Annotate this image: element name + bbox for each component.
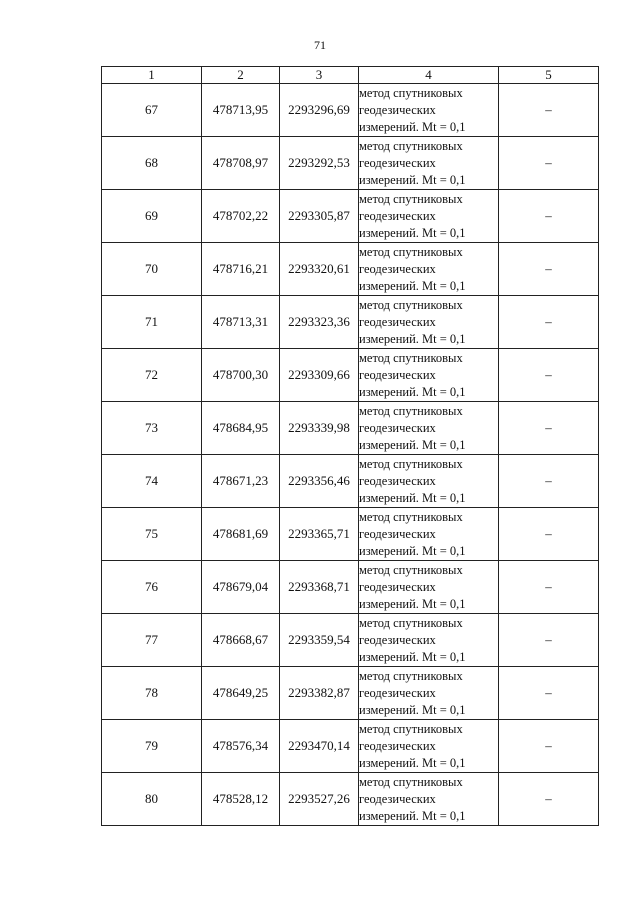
point-number-cell: 79 <box>102 720 202 773</box>
header-row <box>102 67 599 84</box>
x-coordinate-cell: 478716,21 <box>202 243 280 296</box>
method-line: измерений. Mt = 0,1 <box>359 649 466 664</box>
y-coordinate-cell: 2293339,98 <box>280 402 359 455</box>
method-line: метод спутниковых <box>359 668 463 683</box>
method-line: измерений. Mt = 0,1 <box>359 172 466 187</box>
x-coordinate-cell: 478668,67 <box>202 614 280 667</box>
note-cell: – <box>499 190 599 243</box>
method-line: измерений. Mt = 0,1 <box>359 755 466 770</box>
method-cell <box>359 508 499 561</box>
y-coordinate-cell: 2293470,14 <box>280 720 359 773</box>
method-cell <box>359 561 499 614</box>
method-cell <box>359 243 499 296</box>
point-number-cell: 71 <box>102 296 202 349</box>
method-cell <box>359 84 499 137</box>
column-header-2: 2 <box>202 67 280 84</box>
table-row <box>102 137 599 190</box>
method-cell <box>359 455 499 508</box>
x-coordinate-cell: 478702,22 <box>202 190 280 243</box>
method-line: метод спутниковых <box>359 456 463 471</box>
note-cell: – <box>499 296 599 349</box>
method-cell <box>359 349 499 402</box>
point-number-cell: 67 <box>102 84 202 137</box>
y-coordinate-cell: 2293323,36 <box>280 296 359 349</box>
y-coordinate-cell: 2293292,53 <box>280 137 359 190</box>
method-line: измерений. Mt = 0,1 <box>359 278 466 293</box>
point-number-cell: 78 <box>102 667 202 720</box>
method-line: геодезических <box>359 367 436 382</box>
method-line: геодезических <box>359 738 436 753</box>
point-number-cell: 80 <box>102 773 202 826</box>
method-line: геодезических <box>359 208 436 223</box>
note-cell: – <box>499 137 599 190</box>
note-cell: – <box>499 561 599 614</box>
method-line: измерений. Mt = 0,1 <box>359 331 466 346</box>
note-cell: – <box>499 243 599 296</box>
point-number-cell: 68 <box>102 137 202 190</box>
method-line: метод спутниковых <box>359 774 463 789</box>
x-coordinate-cell: 478679,04 <box>202 561 280 614</box>
x-coordinate-cell: 478671,23 <box>202 455 280 508</box>
x-coordinate-cell: 478684,95 <box>202 402 280 455</box>
method-cell <box>359 296 499 349</box>
method-line: измерений. Mt = 0,1 <box>359 808 466 823</box>
method-line: метод спутниковых <box>359 615 463 630</box>
table-row <box>102 402 599 455</box>
method-line: измерений. Mt = 0,1 <box>359 119 466 134</box>
table-row <box>102 614 599 667</box>
table-row <box>102 190 599 243</box>
method-line: метод спутниковых <box>359 191 463 206</box>
method-line: геодезических <box>359 526 436 541</box>
method-line: измерений. Mt = 0,1 <box>359 596 466 611</box>
method-line: измерений. Mt = 0,1 <box>359 384 466 399</box>
table-body <box>102 84 599 826</box>
table-row <box>102 349 599 402</box>
y-coordinate-cell: 2293359,54 <box>280 614 359 667</box>
method-line: измерений. Mt = 0,1 <box>359 702 466 717</box>
y-coordinate-cell: 2293365,71 <box>280 508 359 561</box>
table-row <box>102 455 599 508</box>
method-line: метод спутниковых <box>359 721 463 736</box>
x-coordinate-cell: 478708,97 <box>202 137 280 190</box>
method-line: метод спутниковых <box>359 244 463 259</box>
method-line: измерений. Mt = 0,1 <box>359 543 466 558</box>
point-number-cell: 73 <box>102 402 202 455</box>
method-line: геодезических <box>359 102 436 117</box>
method-line: метод спутниковых <box>359 85 463 100</box>
point-number-cell: 75 <box>102 508 202 561</box>
table-row <box>102 773 599 826</box>
table-row <box>102 243 599 296</box>
y-coordinate-cell: 2293368,71 <box>280 561 359 614</box>
method-line: геодезических <box>359 632 436 647</box>
y-coordinate-cell: 2293320,61 <box>280 243 359 296</box>
method-line: геодезических <box>359 579 436 594</box>
point-number-cell: 76 <box>102 561 202 614</box>
method-line: геодезических <box>359 685 436 700</box>
point-number-cell: 74 <box>102 455 202 508</box>
table-header <box>102 67 599 84</box>
method-line: геодезических <box>359 155 436 170</box>
note-cell: – <box>499 455 599 508</box>
note-cell: – <box>499 349 599 402</box>
method-line: метод спутниковых <box>359 138 463 153</box>
column-header-3: 3 <box>280 67 359 84</box>
table-row <box>102 667 599 720</box>
table-row <box>102 84 599 137</box>
method-line: геодезических <box>359 473 436 488</box>
y-coordinate-cell: 2293382,87 <box>280 667 359 720</box>
note-cell: – <box>499 614 599 667</box>
x-coordinate-cell: 478700,30 <box>202 349 280 402</box>
note-cell: – <box>499 84 599 137</box>
point-number-cell: 70 <box>102 243 202 296</box>
method-line: метод спутниковых <box>359 297 463 312</box>
method-cell <box>359 402 499 455</box>
method-line: геодезических <box>359 791 436 806</box>
method-line: метод спутниковых <box>359 509 463 524</box>
x-coordinate-cell: 478713,95 <box>202 84 280 137</box>
table-row <box>102 720 599 773</box>
note-cell: – <box>499 508 599 561</box>
page-number: 71 <box>314 38 326 52</box>
y-coordinate-cell: 2293527,26 <box>280 773 359 826</box>
method-cell <box>359 614 499 667</box>
x-coordinate-cell: 478576,34 <box>202 720 280 773</box>
table-row <box>102 561 599 614</box>
method-line: измерений. Mt = 0,1 <box>359 437 466 452</box>
column-header-4: 4 <box>359 67 499 84</box>
method-cell <box>359 190 499 243</box>
x-coordinate-cell: 478528,12 <box>202 773 280 826</box>
method-line: измерений. Mt = 0,1 <box>359 225 466 240</box>
method-line: геодезических <box>359 420 436 435</box>
table-row <box>102 508 599 561</box>
method-line: метод спутниковых <box>359 562 463 577</box>
column-header-1: 1 <box>102 67 202 84</box>
method-cell <box>359 720 499 773</box>
method-cell <box>359 773 499 826</box>
note-cell: – <box>499 402 599 455</box>
method-line: геодезических <box>359 314 436 329</box>
point-number-cell: 77 <box>102 614 202 667</box>
x-coordinate-cell: 478681,69 <box>202 508 280 561</box>
note-cell: – <box>499 720 599 773</box>
method-line: метод спутниковых <box>359 350 463 365</box>
method-cell <box>359 137 499 190</box>
table-row <box>102 296 599 349</box>
point-number-cell: 69 <box>102 190 202 243</box>
x-coordinate-cell: 478649,25 <box>202 667 280 720</box>
y-coordinate-cell: 2293309,66 <box>280 349 359 402</box>
y-coordinate-cell: 2293305,87 <box>280 190 359 243</box>
y-coordinate-cell: 2293296,69 <box>280 84 359 137</box>
point-number-cell: 72 <box>102 349 202 402</box>
method-cell <box>359 667 499 720</box>
method-line: измерений. Mt = 0,1 <box>359 490 466 505</box>
column-header-5: 5 <box>499 67 599 84</box>
x-coordinate-cell: 478713,31 <box>202 296 280 349</box>
method-line: геодезических <box>359 261 436 276</box>
note-cell: – <box>499 773 599 826</box>
coordinates-table <box>101 66 599 826</box>
note-cell: – <box>499 667 599 720</box>
y-coordinate-cell: 2293356,46 <box>280 455 359 508</box>
method-line: метод спутниковых <box>359 403 463 418</box>
